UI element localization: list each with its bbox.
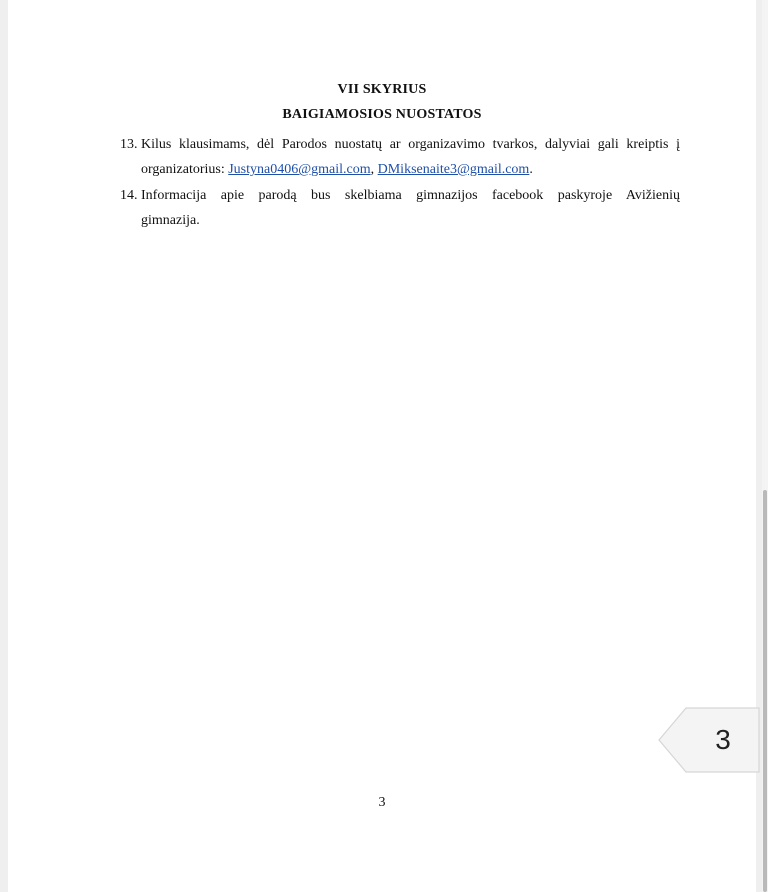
item-line-2-suffix: . — [529, 162, 533, 177]
email-separator: , — [370, 162, 375, 177]
footer-page-number: 3 — [378, 795, 386, 810]
item-line-1: Informacija apie parodą bus skelbiama gimnazijos facebook paskyroje Avižienių — [141, 188, 680, 203]
email-link-justyna[interactable]: Justyna0406@gmail.com — [228, 162, 371, 177]
page-indicator-number: 3 — [715, 724, 731, 755]
list-item-14 — [120, 183, 680, 233]
item-number: 13. — [120, 137, 138, 152]
item-line-2-prefix: organizatorius: — [141, 162, 225, 177]
scrollbar-thumb[interactable] — [763, 490, 767, 892]
item-number: 14. — [120, 188, 138, 203]
item-line-2: gimnazija. — [141, 213, 200, 228]
chapter-title: BAIGIAMOSIOS NUOSTATOS — [282, 107, 482, 122]
chapter-number: VII SKYRIUS — [337, 82, 427, 97]
scrollbar-track[interactable] — [762, 0, 768, 892]
item-line-1: Kilus klausimams, dėl Parodos nuostatų ar organizavimo tvarkos, dalyviai gali kreiptis į — [141, 137, 680, 152]
page-indicator[interactable] — [658, 707, 760, 773]
list-item-13 — [120, 132, 680, 182]
email-link-dmiksenaite[interactable]: DMiksenaite3@gmail.com — [377, 162, 530, 177]
item-line-2 — [120, 157, 680, 182]
document-page — [8, 0, 756, 892]
